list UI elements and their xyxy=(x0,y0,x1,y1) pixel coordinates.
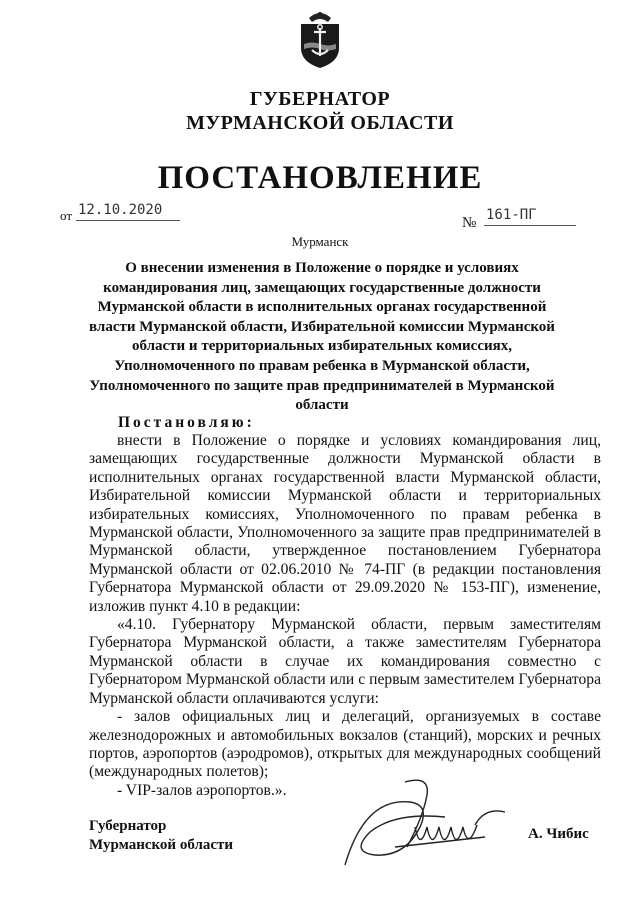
handwritten-signature-icon xyxy=(335,777,525,877)
document-subject: О внесении изменения в Положение о порядке и условиях командирования лиц, замещающих государственные должности Мурманской области в исполнительных органах государственной власти Мурманской области, Избирательной комиссии Мурманской области и территориальных избирательных комиссиях, Уполномоченного по правам ребенка в Мурманской области, Уполномоченного по защите прав предпринимателей в Мурманской области xyxy=(89,260,555,414)
number-label: № xyxy=(462,215,477,231)
number-value: 161-ПГ xyxy=(486,207,537,223)
signatory-title-line1: Губернатор xyxy=(89,818,167,834)
signatory-name: А. Чибис xyxy=(528,826,589,842)
number-underline xyxy=(484,225,576,226)
signatory-title xyxy=(89,817,233,855)
document-type: ПОСТАНОВЛЕНИЕ xyxy=(157,160,483,196)
date-value: 12.10.2020 xyxy=(78,202,163,218)
signatory-title-line2: Мурманской области xyxy=(89,837,234,853)
document-body xyxy=(89,432,601,800)
body-paragraph: - VIP-залов аэропортов.». xyxy=(117,781,287,799)
date-label: от xyxy=(60,208,73,223)
coat-of-arms-icon xyxy=(295,10,345,70)
date-underline xyxy=(76,220,180,221)
resolution-heading: Постановляю: xyxy=(118,414,255,431)
org-title-line1: ГУБЕРНАТОР xyxy=(249,88,391,110)
body-paragraph: «4.10. Губернатору Мурманской области, первым заместителям Губернатора Мурманской области, а также заместителям Губернатора Мурманской области в случае их командирования совместно с Губернатором Мурманской области или с первым заместителем Губернатора Мурманской области оплачиваются услуги: xyxy=(89,616,601,707)
body-paragraph: - залов официальных лиц и делегаций, организуемых в составе железнодорожных и автомобильных вокзалов (станций), морских и речных портов, аэропортов (аэродромов), открытых для международных сообщений (международных полетов); xyxy=(89,708,601,781)
city: Мурманск xyxy=(291,234,349,249)
org-title-line2: МУРМАНСКОЙ ОБЛАСТИ xyxy=(186,112,454,134)
body-paragraph: внести в Положение о порядке и условиях командирования лиц, замещающих государственные должности Мурманской области в исполнительных органах государственной власти Мурманской области, Избирательной комиссии Мурманской области и территориальных избирательных комиссиях, Уполномоченного по правам ребенка в Мурманской области, Уполномоченного за защите прав предпринимателей в Мурманской области, утвержденное постановлением Губернатора Мурманской области от 02.06.2010 № 74-ПГ (в редакции постановления Губернатора Мурманской области от 29.09.2020 № 153-ПГ), изменение, изложив пункт 4.10 в редакции: xyxy=(89,432,601,615)
